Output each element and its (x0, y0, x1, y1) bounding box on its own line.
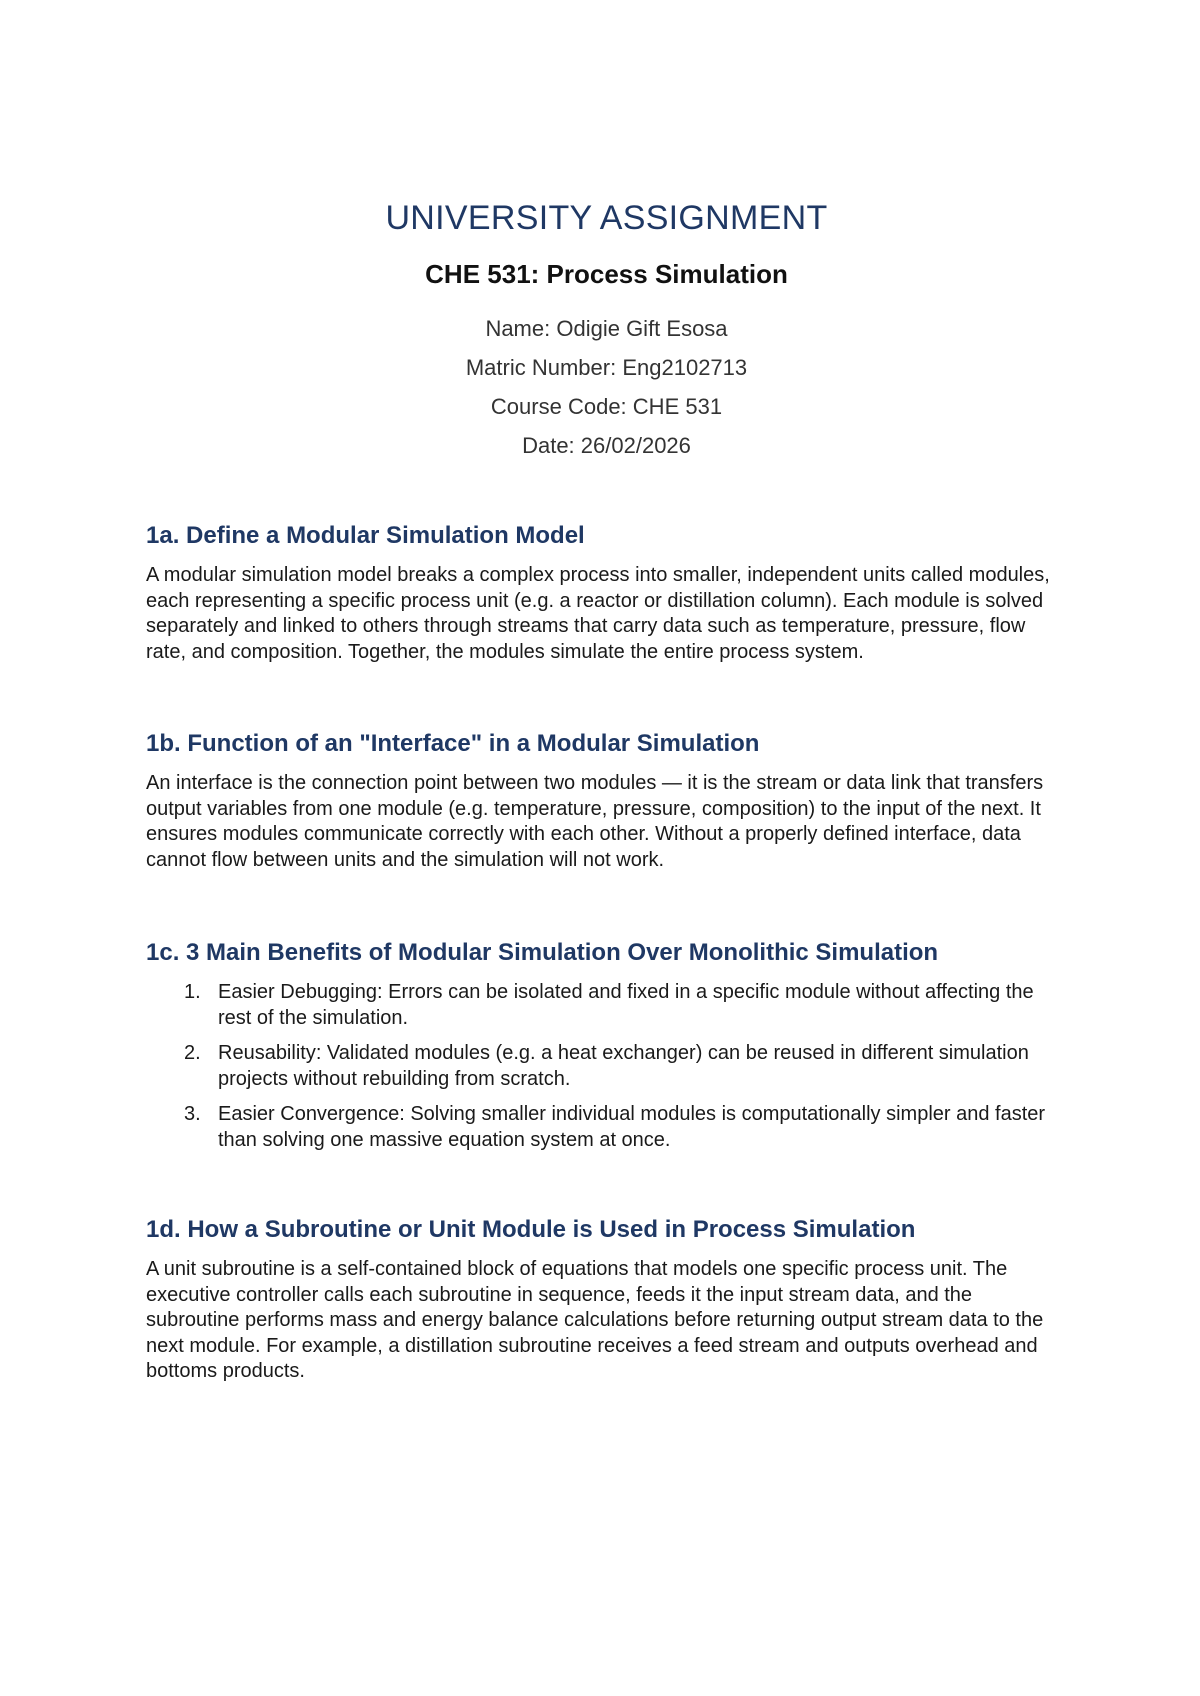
meta-name (146, 316, 1067, 342)
student-details (146, 316, 1067, 459)
meta-matric-number (146, 355, 1067, 381)
section-heading: 1a. Define a Modular Simulation Model (146, 522, 585, 549)
section-heading: 1c. 3 Main Benefits of Modular Simulation Over Monolithic Simulation (146, 939, 939, 966)
list-item-text: Easier Convergence: Solving smaller individual modules is computationally simpler and faster than solving one massive equation system at once. (218, 1103, 1046, 1151)
meta-value: Eng2102713 (622, 355, 748, 380)
meta-label: Date: (522, 433, 575, 458)
meta-label: Course Code: (490, 394, 627, 419)
list-item (146, 1041, 1067, 1092)
section-1a (146, 521, 1067, 665)
section-body: A modular simulation model breaks a complex process into smaller, independent units called modules, each representing a specific process unit (e.g. a reactor or distillation column). Each module is solved separately and linked to others through streams that carry data such as temperature, pressure, flow rate, and composition. Together, the modules simulate the entire process system. (146, 564, 1050, 663)
list-item-text: Reusability: Validated modules (e.g. a heat exchanger) can be reused in different simulation projects without rebuilding from scratch. (218, 1042, 1029, 1090)
list-item-number: 2. (184, 1042, 201, 1064)
section-heading: 1d. How a Subroutine or Unit Module is Used in Process Simulation (146, 1216, 916, 1243)
meta-course-code (146, 394, 1067, 420)
section-body: A unit subroutine is a self-contained block of equations that models one specific process unit. The executive controller calls each subroutine in sequence, feeds it the input stream data, and the subroutine performs mass and energy balance calculations before returning output stream data to the next module. For example, a distillation subroutine receives a feed stream and outputs overhead and bottoms products. (146, 1258, 1044, 1382)
list-item-text: Easier Debugging: Errors can be isolated and fixed in a specific module without affecting the rest of the simulation. (218, 981, 1034, 1029)
list-item (146, 980, 1067, 1031)
meta-date (146, 433, 1067, 459)
meta-value: Odigie Gift Esosa (556, 316, 728, 341)
section-heading: 1b. Function of an "Interface" in a Modular Simulation (146, 730, 760, 757)
meta-label: Name: (485, 316, 551, 341)
list-item-number: 1. (184, 981, 201, 1003)
list-item (146, 1102, 1067, 1153)
section-1d (146, 1215, 1067, 1385)
course-subtitle: CHE 531: Process Simulation (425, 259, 788, 289)
section-1b (146, 729, 1067, 873)
section-body: An interface is the connection point between two modules — it is the stream or data link that transfers output variables from one module (e.g. temperature, pressure, composition) to the input of the next. It ensures modules communicate correctly with each other. Without a properly defined interface, data cannot flow between units and the simulation will not work. (146, 772, 1044, 871)
page-title: UNIVERSITY ASSIGNMENT (385, 199, 828, 237)
meta-value: CHE 531 (632, 394, 723, 419)
section-1c (146, 938, 1067, 1153)
list-item-number: 3. (184, 1103, 201, 1125)
meta-value: 26/02/2026 (580, 433, 691, 458)
meta-label: Matric Number: (465, 355, 617, 380)
benefits-list (146, 980, 1067, 1153)
